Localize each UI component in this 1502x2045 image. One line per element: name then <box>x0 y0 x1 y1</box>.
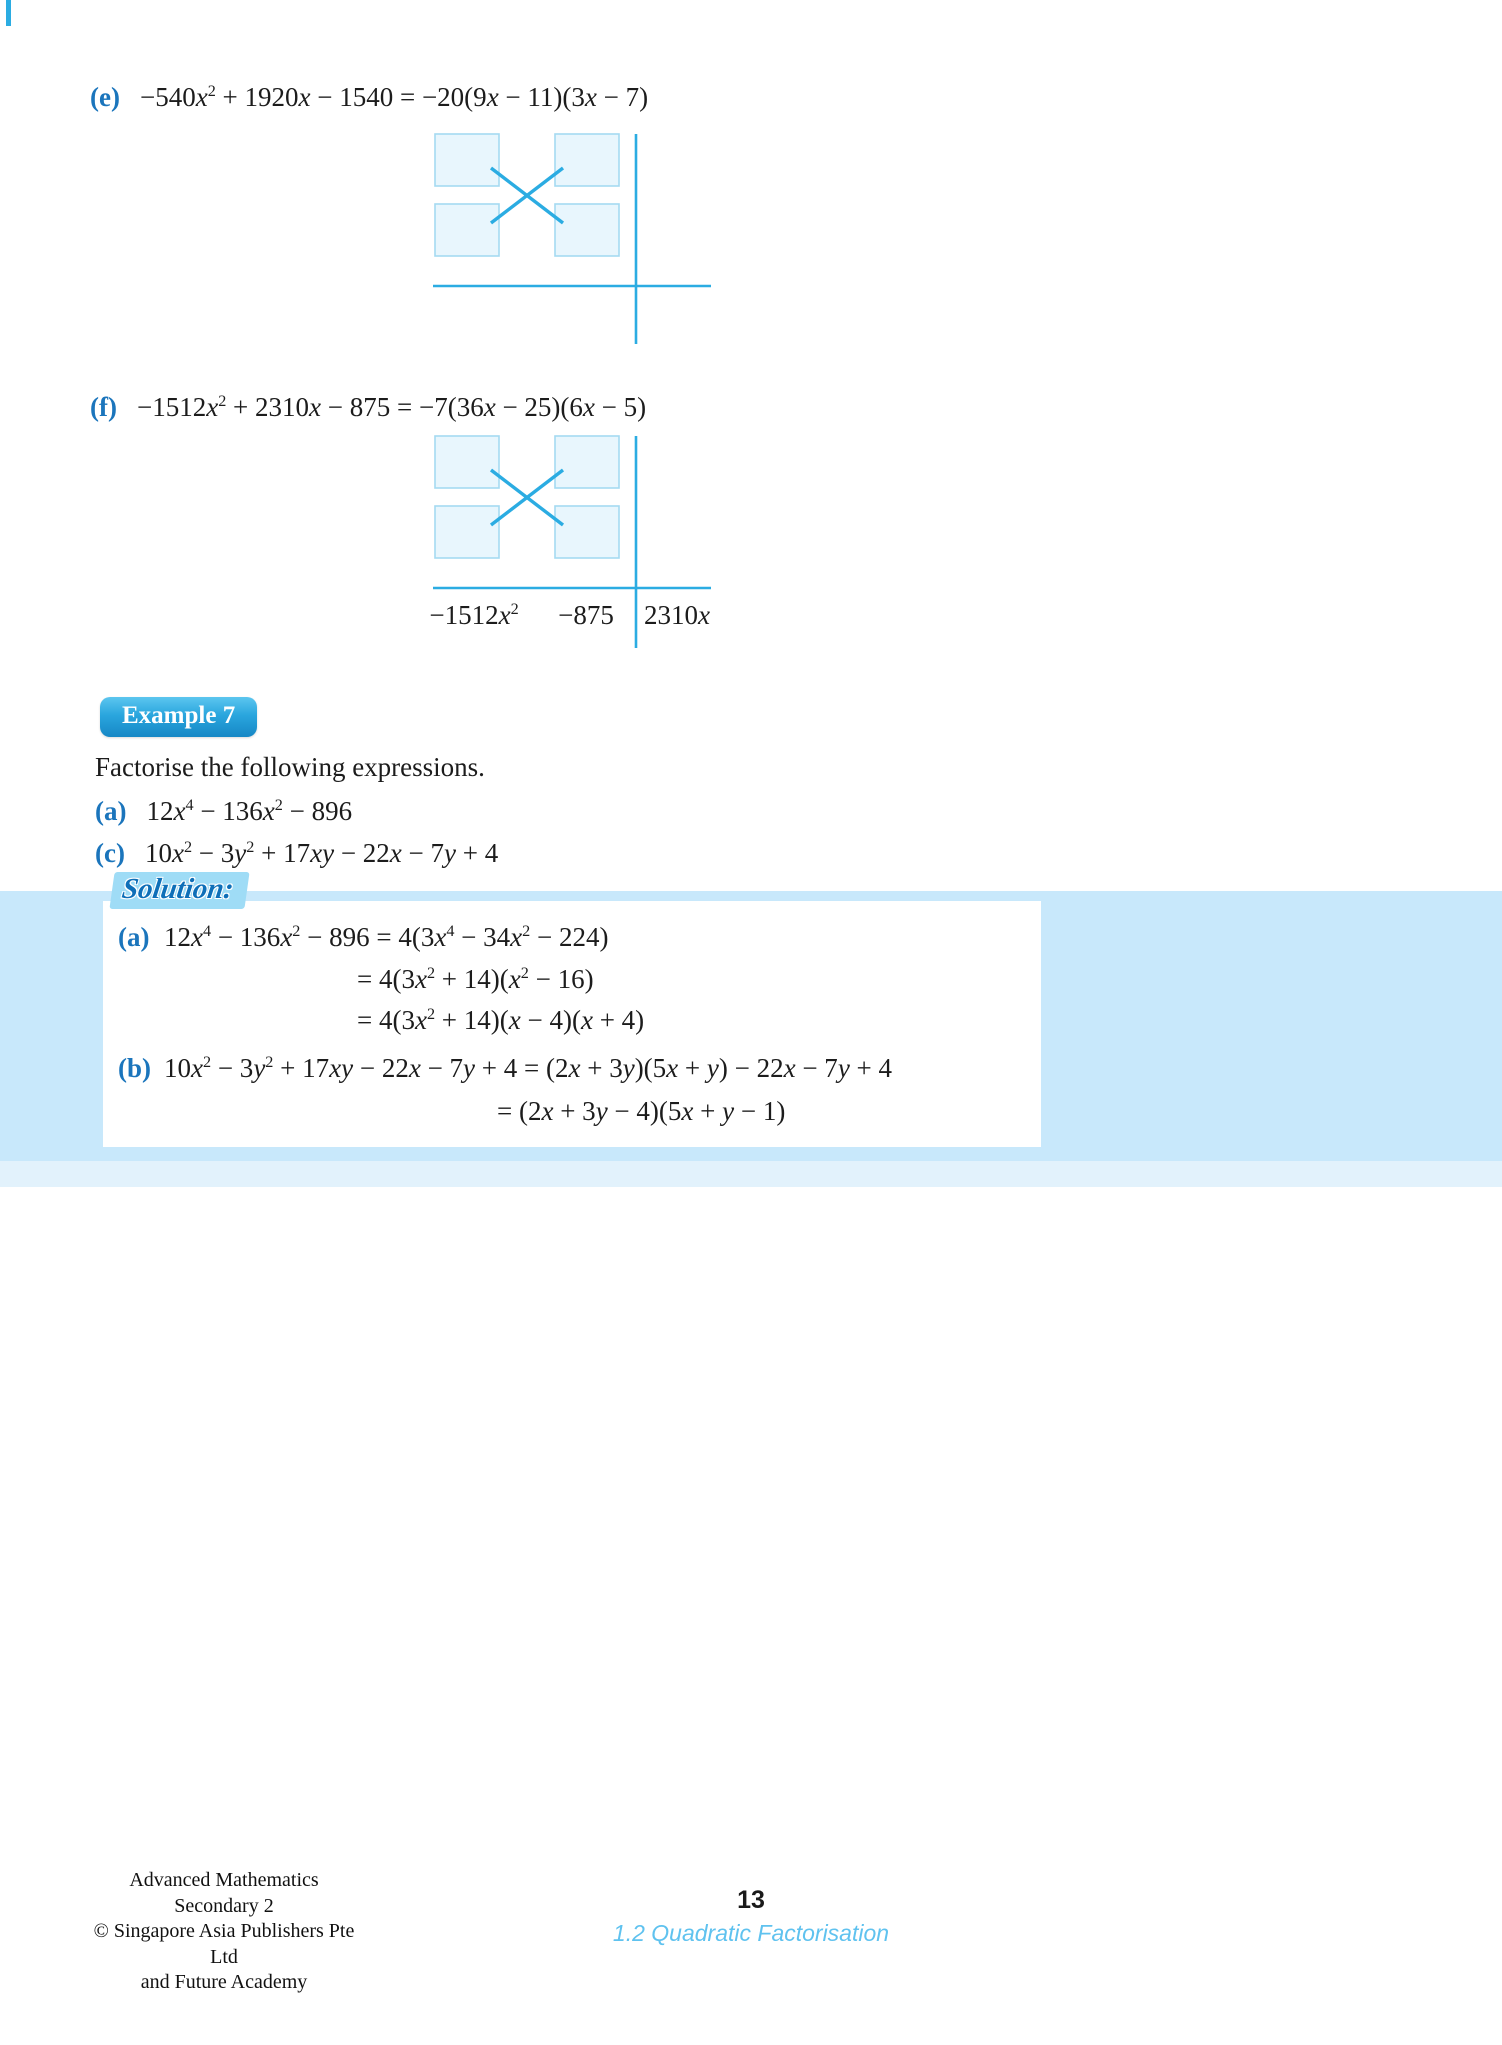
factor-box-top-left <box>435 436 499 488</box>
example-part-c-expression: $10x^2 - 3y^2 + 17xy - 22x - 7y + 4$ <box>144 838 499 868</box>
page-edge-mark <box>6 0 11 26</box>
page-number: 13 <box>737 1886 765 1914</box>
problem-e-expression: $-540x^2 + 1920x - 1540 = -20(9x - 11)(3x - 7)$ <box>139 82 649 112</box>
section-label: 1.2 Quadratic Factorisation <box>612 1920 890 1946</box>
solution-a-line3: = $4(3x^2 + 14)(x - 4)(x + 4)$ <box>357 1005 645 1035</box>
problem-f-expression: $-1512x^2 + 2310x - 875 = -7(36x - 25)(6x - 5)$ <box>136 392 647 422</box>
solution-highlight-band-light <box>0 1161 1502 1187</box>
solution-a-line1: $12x^4 - 136x^2 - 896 = 4(3x^4 - 34x^2 - 224)$ <box>164 922 609 952</box>
cross-method-diagram-e-svg <box>433 126 723 348</box>
publisher-imprint <box>88 1868 360 1996</box>
imprint-line-1: Advanced Mathematics Secondary 2 <box>129 1869 319 1917</box>
factor-box-top-right <box>555 134 619 186</box>
solution-b-line1: $10x^2 - 3y^2 + 17xy - 22x - 7y + 4 = (2x + 3y)(5x + y) - 22x - 7y + 4$ <box>164 1053 893 1083</box>
example-badge: Example 7 <box>100 697 257 737</box>
example-part-a-label: (a) <box>95 796 127 826</box>
diagram-product-term-2: −875 <box>558 600 614 630</box>
solution-a-label: (a) <box>118 922 150 952</box>
example-part-a <box>95 796 352 827</box>
example-part-c <box>95 838 498 869</box>
factor-box-bottom-left <box>435 204 499 256</box>
example-part-c-label: (c) <box>95 838 125 868</box>
solution-badge: Solution: <box>109 872 249 909</box>
cross-method-diagram-e <box>433 126 723 353</box>
factor-box-bottom-left <box>435 506 499 558</box>
factor-box-bottom-right <box>555 506 619 558</box>
problem-e-label: (e) <box>90 82 120 112</box>
solution-b-label: (b) <box>118 1053 151 1083</box>
factor-box-top-right <box>555 436 619 488</box>
example-part-a-expression: $12x^4 - 136x^2 - 896$ <box>146 796 353 826</box>
solution-b-line2: = (2x + 3y − 4)(5x + y − 1) <box>497 1096 786 1126</box>
problem-f <box>90 392 646 423</box>
imprint-line-3: and Future Academy <box>140 1971 308 1993</box>
factor-box-top-left <box>435 134 499 186</box>
cross-method-diagram-f <box>429 428 723 655</box>
solution-a-line2: = $4(3x^2 + 14)(x^2 - 16)$ <box>357 964 594 994</box>
problem-e <box>90 82 648 113</box>
factor-box-bottom-right <box>555 204 619 256</box>
diagram-product-term-1: $-1512x^2$ <box>429 600 519 630</box>
diagram-sum-term: 2310x <box>644 600 710 630</box>
example-intro: Factorise the following expressions. <box>95 752 485 782</box>
problem-f-label: (f) <box>90 392 117 422</box>
imprint-line-2: © Singapore Asia Publishers Pte Ltd <box>93 1920 355 1968</box>
